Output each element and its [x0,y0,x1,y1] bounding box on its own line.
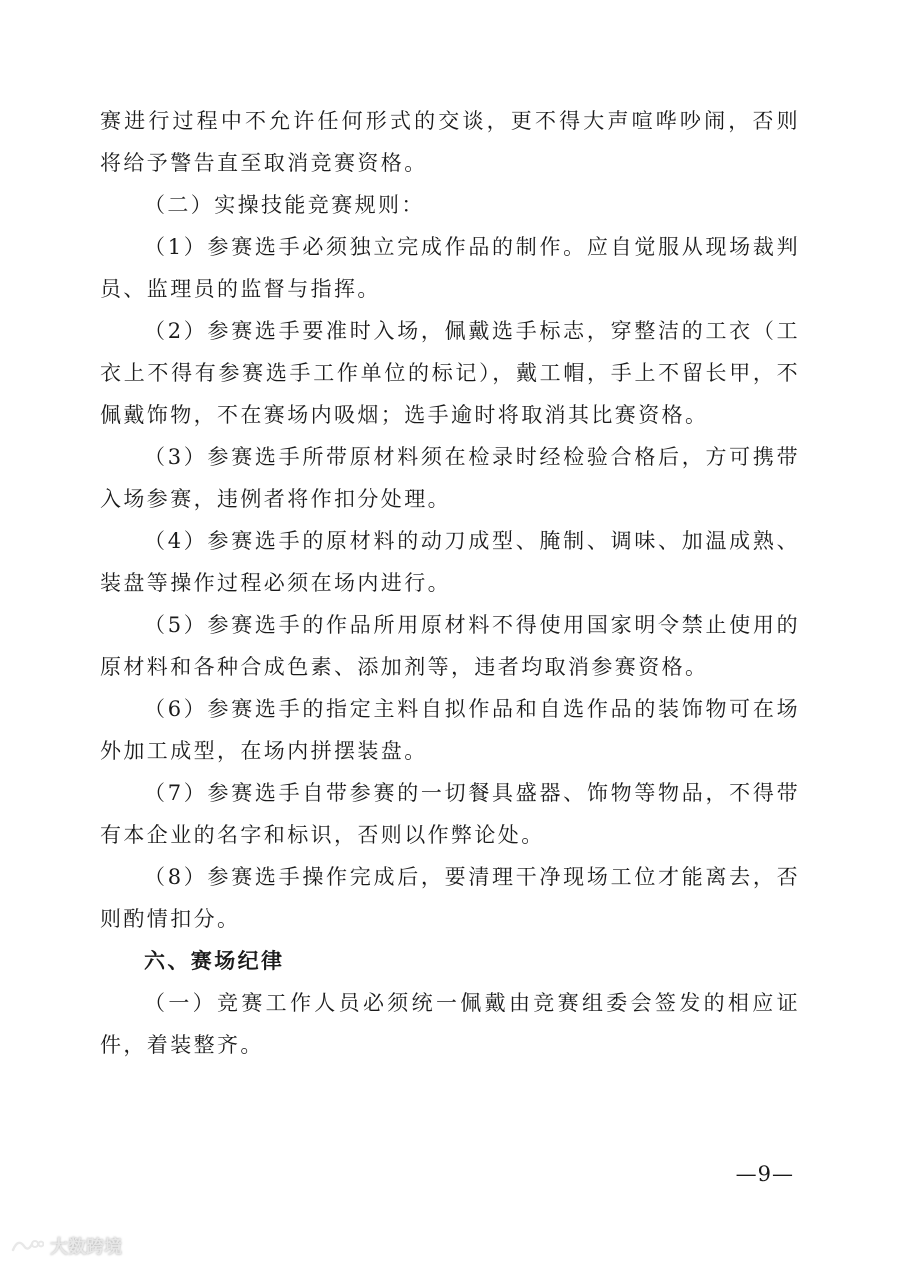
paragraph: 赛进行过程中不允许任何形式的交谈，更不得大声喧哗吵闹，否则将给予警告直至取消竞赛资格。 [100,109,800,175]
paragraph: （1）参赛选手必须独立完成作品的制作。应自觉服从现场裁判员、监理员的监督与指挥。 [100,235,800,301]
watermark [10,1233,122,1259]
paragraph: （7）参赛选手自带参赛的一切餐具盛器、饰物等物品，不得带有本企业的名字和标识，否则以作弊论处。 [100,781,800,847]
paragraph: （3）参赛选手所带原材料须在检录时经检验合格后，方可携带入场参赛，违例者将作扣分处理。 [100,445,800,511]
page-number: —9— [735,1162,794,1186]
brand-logo-icon [10,1236,44,1256]
paragraph: （5）参赛选手的作品所用原材料不得使用国家明令禁止使用的原材料和各种合成色素、添加剂等，违者均取消参赛资格。 [100,613,800,679]
paragraph: （6）参赛选手的指定主料自拟作品和自选作品的装饰物可在场外加工成型，在场内拼摆装盘。 [100,697,800,763]
paragraph: （一）竞赛工作人员必须统一佩戴由竞赛组委会签发的相应证件，着装整齐。 [100,991,800,1057]
paragraph: （4）参赛选手的原材料的动刀成型、腌制、调味、加温成熟、装盘等操作过程必须在场内进行。 [100,529,800,595]
paragraph: （8）参赛选手操作完成后，要清理干净现场工位才能离去，否则酌情扣分。 [100,865,800,931]
paragraph: （二）实操技能竞赛规则： [144,193,425,217]
watermark-text: 大数跨境 [50,1237,122,1258]
paragraph: （2）参赛选手要准时入场，佩戴选手标志，穿整洁的工衣（工衣上不得有参赛选手工作单位的标记），戴工帽，手上不留长甲，不佩戴饰物，不在赛场内吸烟；选手逾时将取消其比赛资格。 [100,319,800,427]
section-heading: 六、赛场纪律 [144,949,285,973]
document-body [100,100,800,1066]
